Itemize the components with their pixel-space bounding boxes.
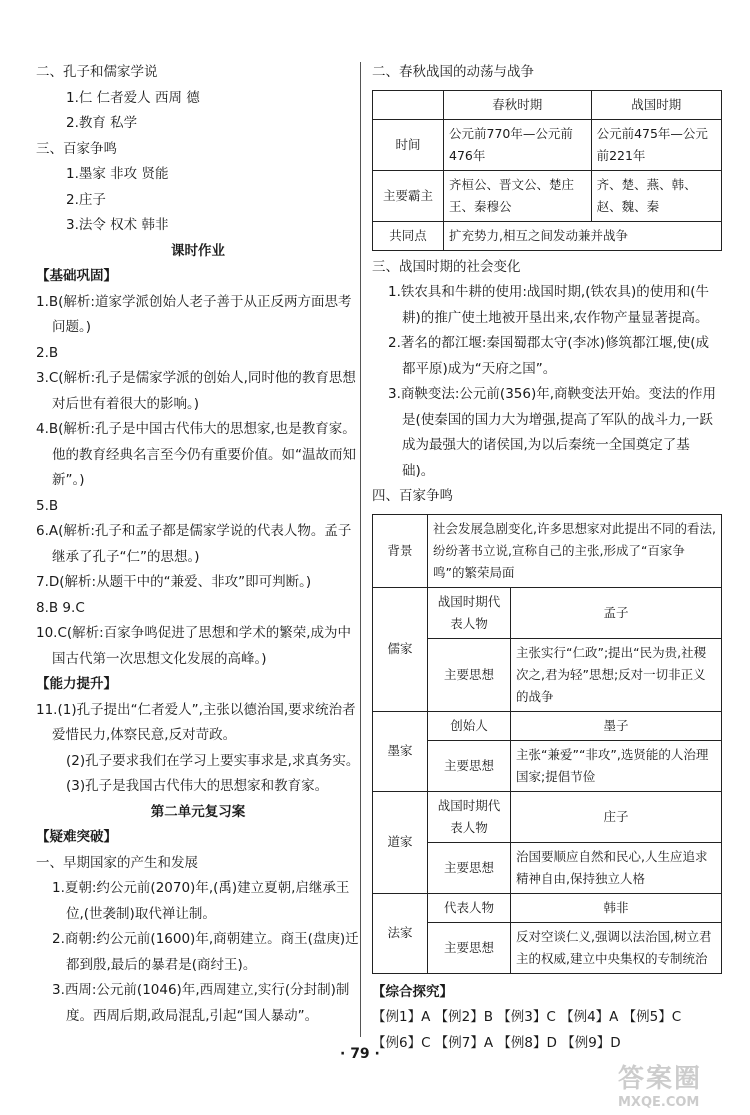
table-cell: 战国时期代表人物 (428, 791, 511, 842)
column-divider (360, 62, 361, 1037)
answer-item: 8.B 9.C (36, 599, 85, 616)
watermark-text: 答案圈 (618, 1064, 703, 1094)
table-row-label: 法家 (373, 893, 428, 973)
table-cell: 齐、楚、燕、韩、赵、魏、秦 (591, 170, 721, 221)
homework-title: 课时作业 (171, 242, 225, 259)
answer-item: 3.C(解析:孔子是儒家学派的创始人,同时他的教育思想对后世有着很大的影响。) (36, 370, 356, 412)
table-cell: 社会发展急剧变化,许多思想家对此提出不同的看法,纷纷著书立说,宣称自己的主张,形成了“百家争鸣”的繁荣局面 (428, 514, 722, 587)
table-cell: 公元前770年—公元前476年 (444, 119, 592, 170)
table-cell: 主要思想 (428, 922, 511, 973)
list-item: 2.商朝:约公元前(1600)年,商朝建立。商王(盘庚)迁都到殷,最后的暴君是(商纣王)。 (52, 931, 359, 973)
table-cell: 主张“兼爱”“非攻”,选贤能的人治理国家;提倡节俭 (511, 740, 722, 791)
list-item: 2.著名的都江堰:秦国蜀郡太守(李冰)修筑都江堰,使(成都平原)成为“天府之国”。 (388, 335, 710, 377)
examples-line: 【例6】C 【例7】A 【例8】D 【例9】D (372, 1034, 621, 1051)
table-row-label: 道家 (373, 791, 428, 893)
table-cell: 创始人 (428, 711, 511, 740)
answer-item: 10.C(解析:百家争鸣促进了思想和学术的繁荣,成为中国古代第一次思想文化发展的高峰。) (36, 625, 352, 667)
watermark-logo (618, 1058, 736, 1110)
list-item: 3.商鞅变法:公元前(356)年,商鞅变法开始。变法的作用是(使秦国的国力大为增强,提高了军队的战斗力,一跃成为最强大的诸侯国,为以后秦统一全国奠定了基础)。 (388, 386, 717, 479)
table-header: 战国时期 (591, 90, 721, 119)
answer-item: 2.B (36, 344, 59, 361)
table-cell: 反对空谈仁义,强调以法治国,树立君主的权威,建立中央集权的专制统治 (511, 922, 722, 973)
basic-tag: 【基础巩固】 (36, 268, 117, 284)
explore-tag: 【综合探究】 (372, 983, 453, 1000)
page-number: · 79 · (340, 1046, 380, 1062)
list-item: 2.教育 私学 (66, 115, 138, 131)
left-column (36, 60, 360, 1029)
table-cell: 主要思想 (428, 842, 511, 893)
review-title: 第二单元复习案 (150, 803, 246, 820)
answer-item: 4.B(解析:孔子是中国古代伟大的思想家,也是教育家。他的教育经典名言至今仍有重要价值。如“温故而知新”。) (36, 421, 356, 488)
table-cell: 主张实行“仁政”;提出“民为贵,社稷次之,君为轻”思想;反对一切非正义的战争 (511, 638, 722, 711)
list-item: 3.法令 权术 韩非 (66, 217, 169, 233)
watermark-url: MXQE.COM (618, 1095, 700, 1110)
ability-tag: 【能力提升】 (36, 676, 117, 692)
examples-line: 【例1】A 【例2】B 【例3】C 【例4】A 【例5】C (372, 1009, 682, 1025)
answer-item: 6.A(解析:孔子和孟子都是儒家学说的代表人物。孟子继承了孔子“仁”的思想。) (36, 523, 352, 565)
section-title: 三、战国时期的社会变化 (372, 258, 521, 275)
list-item: 1.墨家 非攻 贤能 (66, 166, 169, 182)
list-item: 2.庄子 (66, 191, 106, 208)
answer-item: (3)孔子是我国古代伟大的思想家和教育家。 (66, 778, 329, 794)
table-row-label: 主要霸主 (373, 170, 444, 221)
list-item: 1.铁农具和牛耕的使用:战国时期,(铁农具)的使用和(牛耕)的推广使土地被开垦出来,农作物产量显著提高。 (388, 284, 710, 326)
table-row-label: 共同点 (373, 221, 444, 250)
table-cell: 齐桓公、晋文公、楚庄王、秦穆公 (444, 170, 592, 221)
table-cell: 孟子 (511, 587, 722, 638)
right-column (372, 60, 722, 1056)
table-header: 春秋时期 (444, 90, 592, 119)
section-title: 二、孔子和儒家学说 (36, 64, 158, 80)
table-cell: 主要思想 (428, 740, 511, 791)
list-item: 1.夏朝:约公元前(2070)年,(禹)建立夏朝,启继承王位,(世袭制)取代禅让制。 (52, 880, 350, 922)
section-title: 三、百家争鸣 (36, 140, 117, 157)
section-title: 二、春秋战国的动荡与战争 (372, 64, 534, 80)
table-row-label: 时间 (373, 119, 444, 170)
table-row-label: 背景 (373, 514, 428, 587)
table-row-label: 墨家 (373, 711, 428, 791)
table-cell: 扩充势力,相互之间发动兼并战争 (444, 221, 722, 250)
table-cell: 韩非 (511, 893, 722, 922)
list-item: 1.仁 仁者爱人 西周 德 (66, 89, 200, 106)
table-cell: 公元前475年—公元前221年 (591, 119, 721, 170)
section-title: 四、百家争鸣 (372, 488, 453, 504)
answer-item: 5.B (36, 497, 59, 514)
table-cell: 庄子 (511, 791, 722, 842)
answer-item: 7.D(解析:从题干中的“兼爱、非攻”即可判断。) (36, 574, 312, 590)
table-cell (373, 90, 444, 119)
table-cell: 代表人物 (428, 893, 511, 922)
answer-item: 11.(1)孔子提出“仁者爱人”,主张以德治国,要求统治者爱惜民力,体察民意,反对苛政。 (36, 701, 356, 743)
table-row-label: 儒家 (373, 587, 428, 711)
answer-item: (2)孔子要求我们在学习上要实事求是,求真务实。 (66, 752, 360, 769)
table-cell: 主要思想 (428, 638, 511, 711)
list-item: 3.西周:公元前(1046)年,西周建立,实行(分封制)制度。西周后期,政局混乱,引起“国人暴动”。 (52, 982, 350, 1024)
table-cell: 墨子 (511, 711, 722, 740)
spring-autumn-table (372, 90, 722, 251)
table-cell: 战国时期代表人物 (428, 587, 511, 638)
answer-item: 1.B(解析:道家学派创始人老子善于从正反两方面思考问题。) (36, 293, 352, 335)
section-title: 一、早期国家的产生和发展 (36, 854, 198, 871)
table-cell: 治国要顺应自然和民心,人生应追求精神自由,保持独立人格 (511, 842, 722, 893)
hundred-schools-table (372, 514, 722, 974)
difficult-tag: 【疑难突破】 (36, 829, 117, 845)
